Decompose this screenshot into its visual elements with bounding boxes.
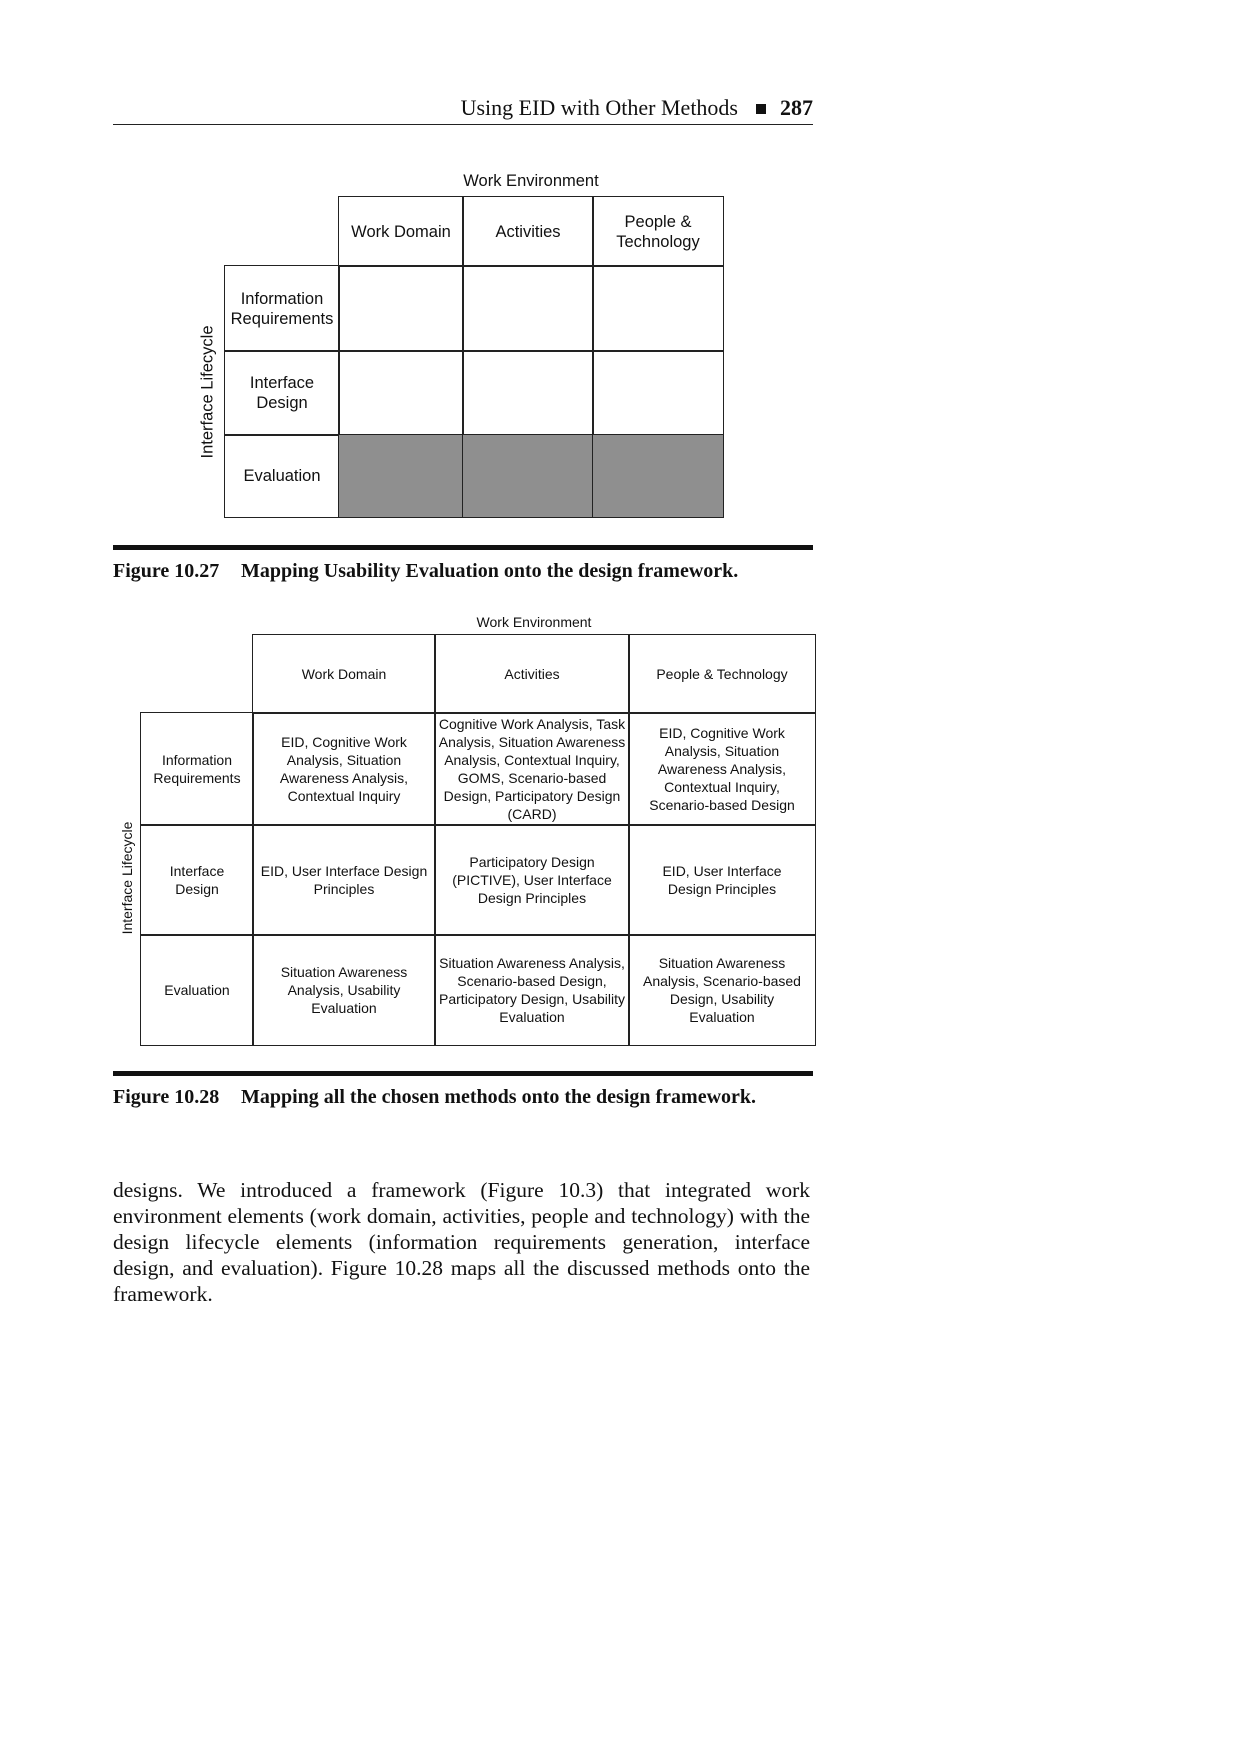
row-header-information-requirements: Information Requirements	[224, 265, 340, 352]
method-cell: EID, User Interface Design Principles	[252, 824, 436, 936]
column-header-work-domain: Work Domain	[338, 196, 464, 267]
column-header-activities: Activities	[434, 634, 630, 714]
grid-cell	[462, 265, 594, 352]
method-cell: EID, User Interface Design Principles	[628, 824, 816, 936]
caption-text: Mapping Usability Evaluation onto the design framework.	[241, 560, 739, 582]
column-header-people-technology: People & Technology	[592, 196, 724, 267]
framework-grid	[224, 196, 724, 518]
grid-cell	[462, 350, 594, 436]
methods-grid	[140, 634, 816, 1046]
method-cell: Participatory Design (PICTIVE), User Interface Design Principles	[434, 824, 630, 936]
body-paragraph: designs. We introduced a framework (Figure 10.3) that integrated work environment elements (work domain, activities, people and technology) with the design lifecycle elements (information requirements generation, interface design, and evaluation). Figure 10.28 maps all the discussed methods onto the framework.	[113, 1177, 810, 1306]
column-header-people-technology: People & Technology	[628, 634, 816, 714]
column-header-work-domain: Work Domain	[252, 634, 436, 714]
grid-cell	[592, 265, 724, 352]
row-header-evaluation: Evaluation	[224, 434, 340, 518]
method-cell: Situation Awareness Analysis, Usability Evaluation	[252, 934, 436, 1046]
method-cell: EID, Cognitive Work Analysis, Situation Awareness Analysis, Contextual Inquiry, Scenario-based Design	[628, 712, 816, 826]
caption-rule	[113, 1071, 813, 1076]
method-cell: Cognitive Work Analysis, Task Analysis, Situation Awareness Analysis, Contextual Inquiry, GOMS, Scenario-based Design, Participatory Design (CARD)	[434, 712, 630, 826]
page-number: 287	[780, 95, 813, 120]
row-header-evaluation: Evaluation	[140, 934, 254, 1046]
row-header-information-requirements: Information Requirements	[140, 712, 254, 826]
shaded-cell	[592, 434, 724, 518]
caption-rule	[113, 545, 813, 550]
caption-number: Figure 10.28	[113, 1086, 220, 1108]
header-right	[461, 95, 813, 121]
shaded-cell	[462, 434, 594, 518]
caption-number: Figure 10.27	[113, 560, 220, 582]
grid-cell	[338, 265, 464, 352]
grid-cell	[592, 350, 724, 436]
shaded-cell	[338, 434, 464, 518]
column-header-activities: Activities	[462, 196, 594, 267]
row-header-interface-design: Interface Design	[140, 824, 254, 936]
running-header	[113, 92, 813, 125]
row-header-interface-design: Interface Design	[224, 350, 340, 436]
square-bullet-icon	[756, 104, 766, 114]
figure-caption	[113, 560, 738, 583]
figure-caption	[113, 1086, 756, 1109]
work-environment-label: Work Environment	[463, 172, 599, 190]
work-environment-label: Work Environment	[476, 614, 592, 630]
method-cell: Situation Awareness Analysis, Scenario-based Design, Participatory Design, Usability Evaluation	[434, 934, 630, 1046]
method-cell: EID, Cognitive Work Analysis, Situation Awareness Analysis, Contextual Inquiry	[252, 712, 436, 826]
grid-cell	[338, 350, 464, 436]
running-title: Using EID with Other Methods	[460, 95, 738, 120]
caption-text: Mapping all the chosen methods onto the design framework.	[241, 1086, 757, 1108]
method-cell: Situation Awareness Analysis, Scenario-based Design, Usability Evaluation	[628, 934, 816, 1046]
